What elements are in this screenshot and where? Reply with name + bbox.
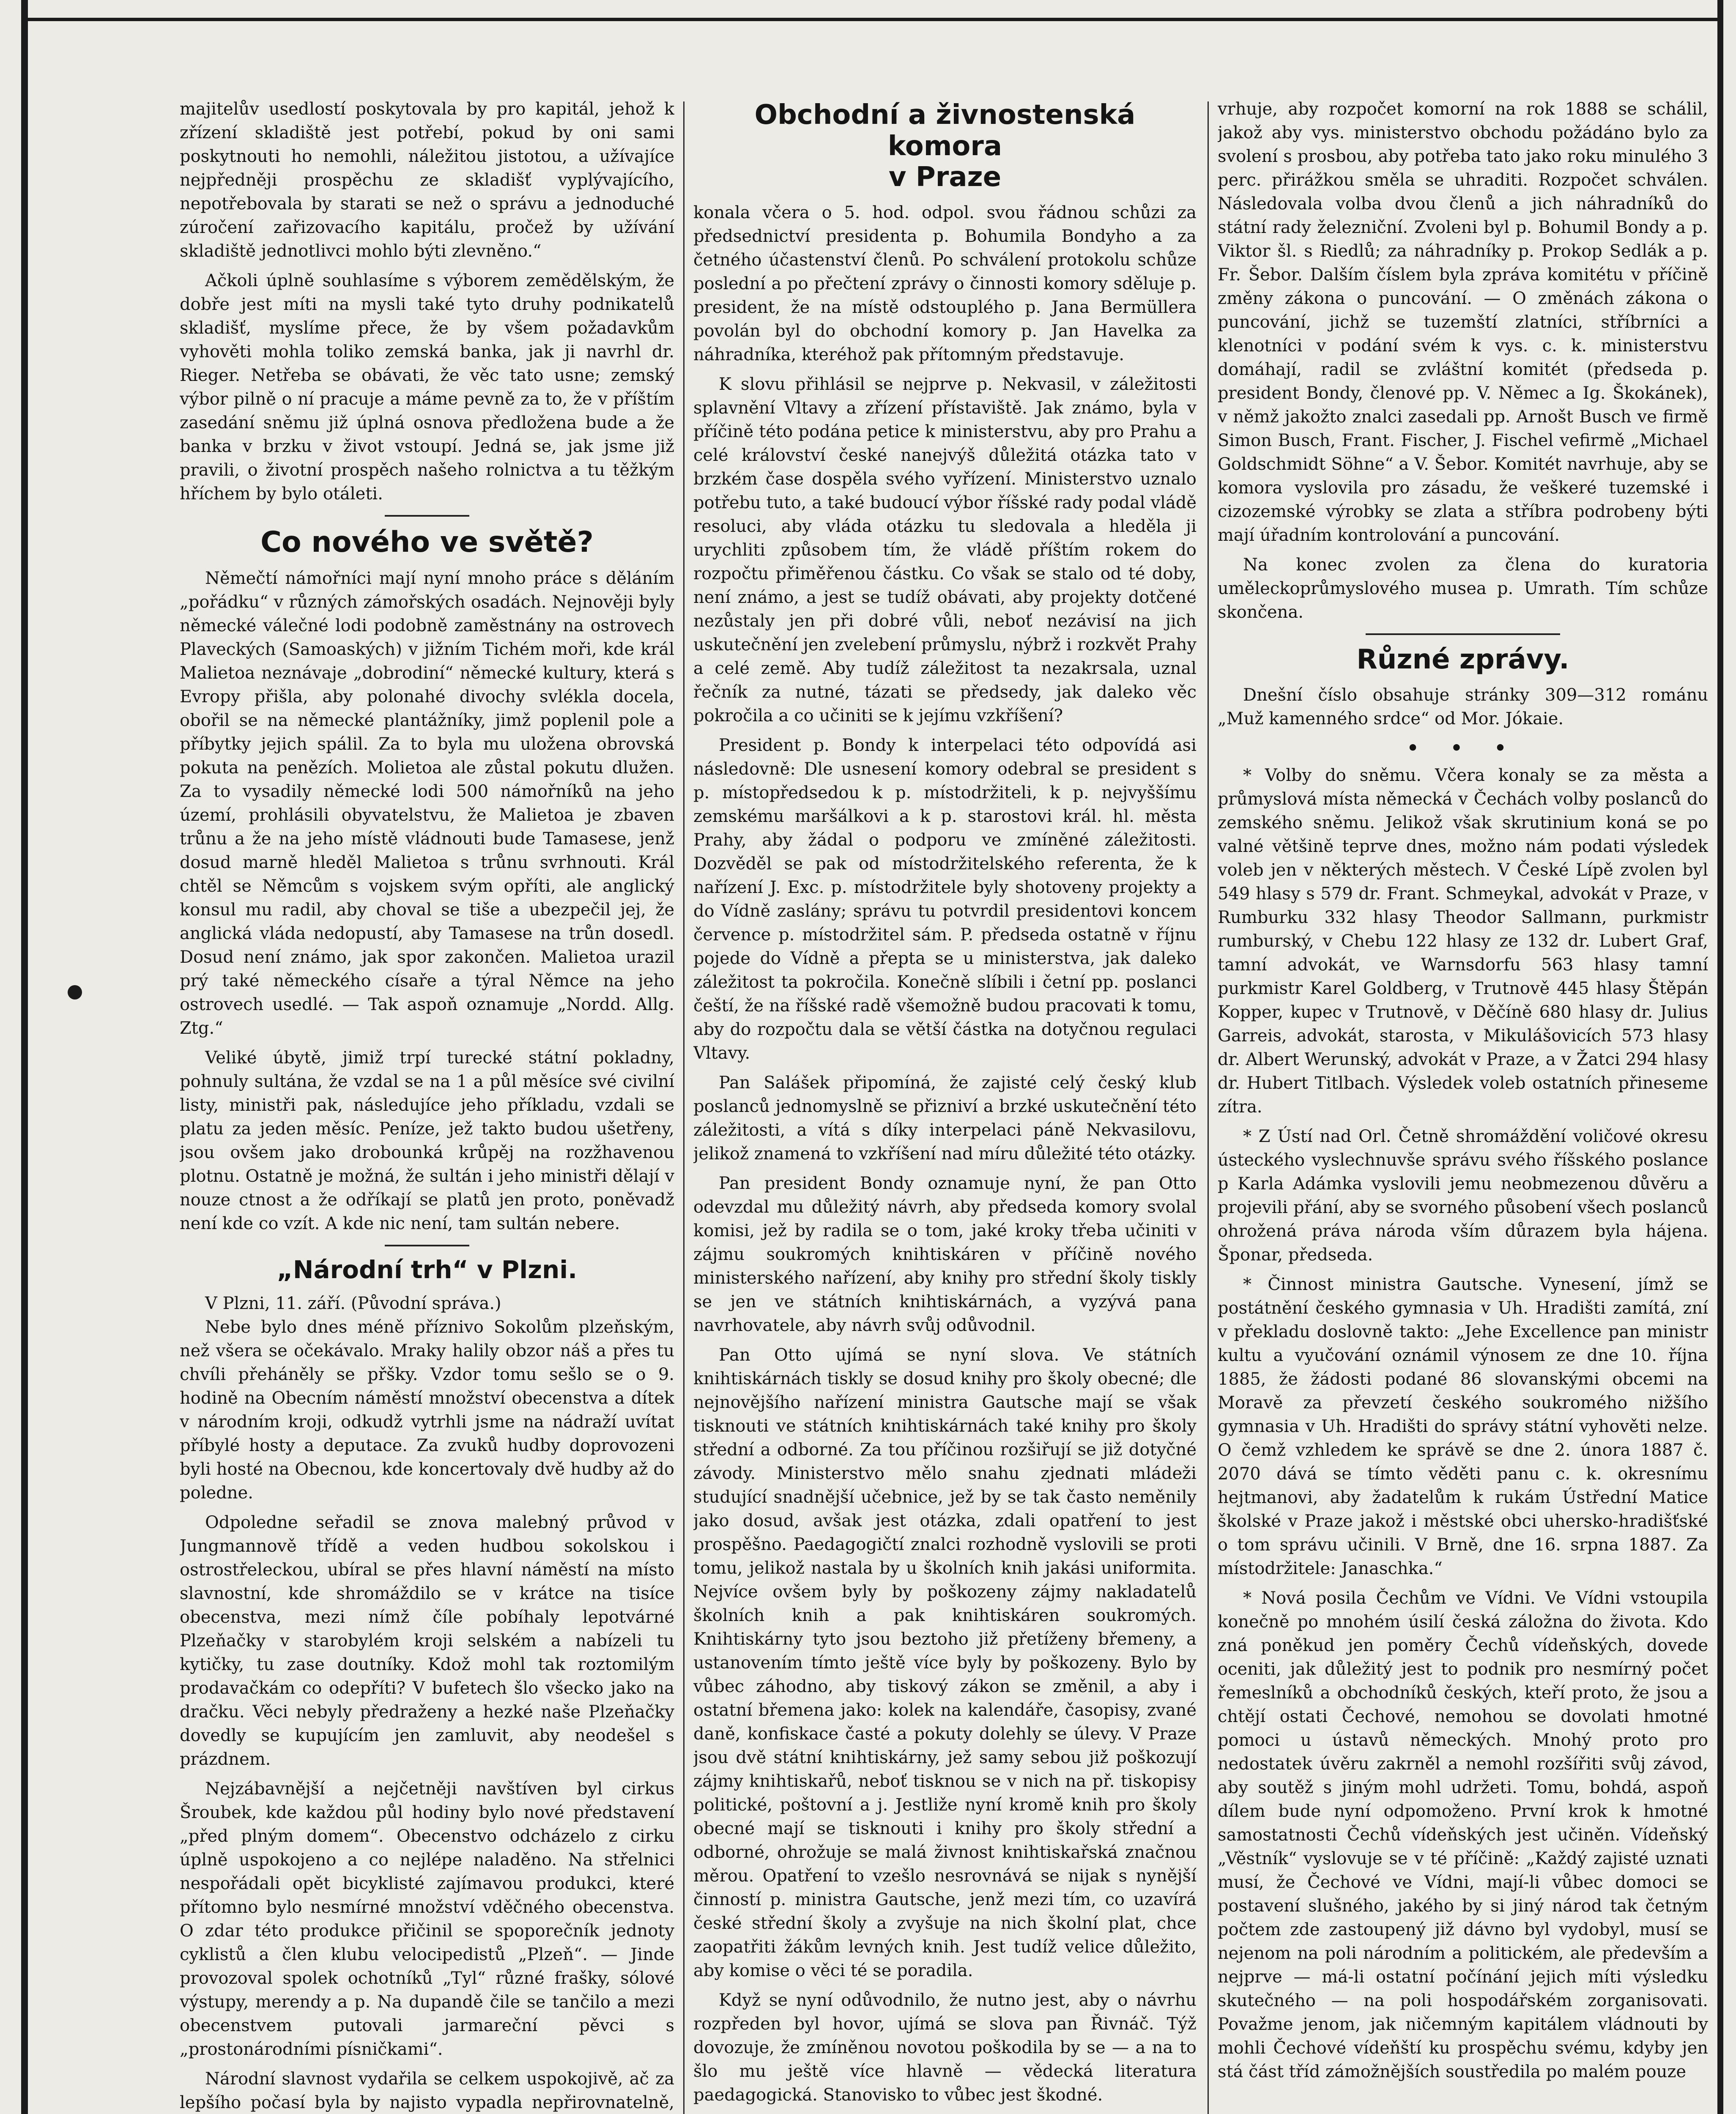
komora-paragraph-4: Pan Salášek připomíná, že zajisté celý český klub poslanců jednomyslně se přizniví a brzké uskutečnění této záležitosti, a vítá s díky interpelaci páně Nekvasilovu, jelikož znamená to vzkříšení nad míru důležité této otázky. <box>693 1073 1197 1164</box>
trh-paragraph-3: Nejzábavnější a nejčetněji navštíven byl cirkus Šroubek, kde každou půl hodiny bylo nové představení „před plným domem“. Obecenstvo odcházelo z cirku úplně uspokojeno a co nejlépe naladěno. Na střelnici nespořádali opět bicyklisté zajímavou produkci, které přítomno bylo nesmírné množství vděčného obecenstva. O zdar této produkce přičinil se spoporečník jednoty cyklistů a člen klubu velocipedistů „Plzeň“. — Jinde provozoval spolek ochotníků „Tyl“ různé frašky, sólové výstupy, merendy a p. Na dupandě čile se tančilo a mezi obecenstvem putovali jarmareční pěvci s „prostonárodními písničkami“. <box>180 1779 674 2059</box>
column-1 <box>180 97 674 2114</box>
zprava-gautsch: * Činnost ministra Gautsche. Vynesení, jímž se postátnění českého gymnasia v Uh. Hradišti zamítá, zní v překladu doslovně takto: „Jehe Excellence pan ministr kultu a vyučování oznámil výnosem ze dne 10. října 1885, že žádosti podané 86 slovanskými obcemi na Moravě za převzetí českého soukromého nižšího gymnasia v Uh. Hradišti do správy státní vyhověti nelze. O čemž vzhledem ke správě se dne 2. února 1887 č. 2070 dává se tímto věděti panu c. k. okresnímu hejtmanovi, aby žadatelům k rukám Ústřední Matice školské v Praze jakož i městské obci uhersko-hradišťské o tom správu učinili. V Brně, dne 16. srpna 1887. Za místodržitele: Janaschka.“ <box>1218 1274 1708 1578</box>
column-2 <box>693 97 1197 2114</box>
page-frame-left <box>21 0 28 2114</box>
zpravy-intro: Dnešní číslo obsahuje stránky 309—312 románu „Muž kamenného srdce“ od Mor. Jókaie. <box>1218 685 1708 728</box>
trh-paragraph-2: Odpoledne seřadil se znova malebný průvod v Jungmannově třídě a veden hudbou sokolskou i ostrostřeleckou, ubíral se přes hlavní náměstí na místo slavnostní, kde shromáždilo se v krátce na tisíce obecenstva, mezi nímž číle pobíhaly lepotvárné Plzeňačky v starobylém kroji selském a nabízeli tu kytičky, tu zase doutníky. Kdož mohl tak roztomilým prodavačkám co odepříti? V bufetech šlo všecko jako na dračku. Věci nebyly předraženy a hezké naše Plzeňačky dovedly se kupujícím jen zamluvit, aby neodešel s prázdnem. <box>180 1512 674 1769</box>
trh-paragraph-1: Nebe bylo dnes méně příznivo Sokolům plzeňským, než všera se očekávalo. Mraky halily obzor náš a přes tu chvíli přeháněly se přšky. Vzdor tomu sešlo se o 9. hodině na Obecním náměstí množství obecenstva a dítek v národním kroji, odkudž vytrhli jsme na nádraží uvítat příbylé hosty a deputace. Za zvuků hudby doprovozeni byli hosté na Obecnou, kde koncertovaly dvě hudby až do poledne. <box>180 1317 674 1503</box>
heading-co-noveho: Co nového ve světě? <box>260 526 594 559</box>
zprava-videň: * Nová posila Čechům ve Vídni. Ve Vídni vstoupila konečně po mnohém úsilí česká záložna do života. Kdo zná poněkud jen poměry Čechů vídeňských, dovede oceniti, jak důležitý jest to podnik pro nesmírný počet řemeslníků a obchodníků českých, kteří proto, že jsou a chtějí ostati Čechové, nemohou se dovolati hmotné pomoci u ústavů německých. Mnohý proto pro nedostatek úvěru zakrněl a nemohl rozšířiti svůj závod, aby soutěž s jiným mohl udržeti. Tomu, bohdá, aspoň dílem bude nyní odpomoženo. První krok k hmotné samostatnosti Čechů vídeňských jest učiněn. Vídeňský „Věstník“ vyslovuje se v té příčině: „Každý zajisté uznati musí, že Čechové ve Vídni, mají-li vůbec domoci se postavení slušného, jakého by si jiný národ tak četným počtem zde zastoupený již dávno byl vydobyl, musí se nejenom na poli národním a politickém, ale především a nejprve — má-li ostatní počínání jejich míti výsledku skutečného — na poli hospodářském zorganisovati. Považme jenom, jak ničemným kapitálem vládnouti by mohli Čechové vídeňští ku prospěchu svému, kdyby jen stá část tříd zámožnějších soustředila po malém pouze <box>1218 1588 1708 2081</box>
page-frame-top <box>21 18 1723 21</box>
heading-narodni-trh: „Národní trh“ v Plzni. <box>277 1255 578 1284</box>
trh-paragraph-4: Národní slavnost vydařila se celkem uspokojivě, ač za lepšího počasí byla by najisto vypadla nepřirovnatelně, <box>180 2069 674 2112</box>
section-rule <box>1366 633 1560 635</box>
article-continued-paragraph-2: Ačkoli úplně souhlasíme s výborem zemědělským, že dobře jest míti na mysli také tyto druhy podnikatelů skladišť, myslíme přece, že by všem požadavkům vyhověti mohla toliko zemská banka, jak ji navrhl dr. Rieger. Netřeba se obávati, že věc tato usne; zemský výbor pilně o ní pracuje a máme pevně za to, že v příštím zasedání sněmu již úplná osnova předložena bude a že banka v brzku v život vstoupí. Jedná se, jak jsme již pravili, o životní prospěch našeho rolnictva a tu těžkým hříchem by bylo otáleti. <box>180 271 674 504</box>
komora-closing-paragraph: Na konec zvolen za člena do kuratoria uměleckoprůmyslového musea p. Umrath. Tím schůze skončena. <box>1218 555 1708 622</box>
komora-continued-paragraph: vrhuje, aby rozpočet komorní na rok 1888 se schálil, jakož aby vys. ministerstvo obchodu požádáno bylo za svolení s prosbou, aby potřeba tato jako roku minulého 3 perc. přirážkou směla se uhraditi. Rozpočet schválen. Následovala volba dvou členů a jich náhradníků do státní rady železniční. Zvoleni byl p. Bohumil Bondy a p. Viktor šl. s Riedlů; za náhradníky p. Prokop Sedlák a p. Fr. Šebor. Dalším číslem byla zpráva komitétu v příčině změny zákona o puncování. — O změnách zákona o puncování, jichž se tuzemští zlatníci, stříbrníci a klenotníci v podání svém k vys. c. k. ministerstvu domáhají, radil se zvláštní komitét (předseda p. president Bondy, členové pp. V. Němec a Ig. Škokánek), v němž jakožto znalci zasedali pp. Arnošt Busch ve firmě Simon Busch, Frant. Fischer, J. Fischel vefirmě „Michael Goldschmidt Söhne“ a V. Šebor. Komitét navrhuje, aby se komora vyslovila pro zásadu, že veškeré tuzemské i cizozemské výrobky se zlata a stříbra podrobeny býti mají úřadním kontrolování a puncování. <box>1218 99 1708 545</box>
dateline: V Plzni, 11. září. (Původní správa.) <box>205 1293 501 1313</box>
komora-paragraph-5: Pan president Bondy oznamuje nyní, že pan Otto odevzdal mu důležitý návrh, aby předseda komory svolal komisi, jež by radila se o tom, jaké kroky třeba učiniti v zájmu soukromých knihtiskáren v příčině nového ministerského nařízení, aby knihy pro střední školy tiskly se jen ve státních knihtiskárnách, a vyzývá pana navrhovatele, aby návrh svůj odůvodnil. <box>693 1173 1197 1335</box>
dot-separator: • • • <box>1407 737 1519 759</box>
komora-paragraph-6: Pan Otto ujímá se nyní slova. Ve státních knihtiskárnách tiskly se dosud knihy pro školy obecné; dle nejnovějšího nařízení ministra Gautsche mají se však tisknouti ve státních knihtiskárnách také knihy pro školy střední a odborné. Za tou příčinou rozšiřují se již dotyčné závody. Ministerstvo mělo snahu zjednati mládeži studující snadnější učebnice, jež by se tak často neměnily jako dosud, avšak jest otázka, zdali opatření to jest prospěšno. Paedagogičtí znalci rozhodně vyslovili se proti tomu, jelikož nastala by u školních knih jakási uniformita. Nejvíce ovšem byly by poškozeny zájmy nakladatelů školních knih a pak knihtiskáren soukromých. Knihtiskárny tyto jsou beztoho již přetíženy břemeny, a ustanovením tímto ještě více byly by poškozeny. Bylo by vůbec záhodno, aby tiskový zákon se změnil, a aby i ostatní břemena jako: kolek na kalendáře, časopisy, zvané daně, konfiskace časté a pokuty dolehly se úlevy. V Praze jsou dvě státní knihtiskárny, jež samy sebou již poškozují zájmy knihtiskařů, neboť tisknou se v nich na př. tiskopisy politické, poštovní a j. Jestliže nyní kromě knih pro školy obecné mají se tisknouti i knihy pro školy střední a odborné, ohrožuje se malá živnost knihtiskařská značnou měrou. Opatření to vzešlo nesrovnává se nijak s nynější činností p. ministra Gautsche, jenž mezi tím, co uzavírá české střední školy a zvyšuje na nich školní plat, chce zaopatřiti žákům levných knih. Jest tudíž velice důležito, aby komise o věci té se poradila. <box>693 1345 1197 1980</box>
heading-obchodni-komora <box>693 100 1197 193</box>
zprava-usti: * Z Ústí nad Orl. Četně shromáždění voličové okresu ústeckého vyslechnuvše správu svého říšského poslance p Karla Adámka vyslovili jemu neobmezenou důvěru a projevili přání, aby se svorného působení všech poslanců ohrožená práva národa vším důrazem byla hájena. Šponar, předseda. <box>1218 1126 1708 1265</box>
column-rule-1 <box>683 101 685 2114</box>
punch-hole <box>68 985 82 999</box>
section-rule <box>385 1245 469 1246</box>
article-continued-paragraph: majitelův usedlostí poskytovala by pro kapitál, jehož k zřízení skladiště jest potřebí, pokud by oni sami poskytnouti ho nemohli, náležitou jistotou, a užívajíce nejpředněji prospěchu ze skladišť vyplývajícího, nepotřebovala by starati se než o správu a jednoduché zúročení zařizovacího kapitálu, pročež by užívání skladiště jednotlivci mohlo býti zlevněno.“ <box>180 99 674 261</box>
komora-paragraph-7: Když se nyní odůvodnilo, že nutno jest, aby o návrhu rozpředen byl hovor, ujímá se slova pan Řivnáč. Týž dovozuje, že zmíněnou novotou poškodila by se — a na to šlo mu ještě více hlavně — vědecká literatura paedagogická. Stanovisko to vůbec jest škodné. <box>693 1990 1197 2105</box>
heading-ruzne-zpravy: Různé zprávy. <box>1356 644 1569 675</box>
zprava-volby: * Volby do sněmu. Včera konaly se za města a průmyslová místa německá v Čechách volby poslanců do zemského sněmu. Jelikož však skrutinium koná se po valné většině teprve dnes, možno nám podati výsledek voleb jen v některých městech. V České Lípě zvolen byl 549 hlasy s 579 dr. Frant. Schmeykal, advokát v Praze, v Rumburku 332 hlasy Theodor Sallmann, purkmistr rumburský, v Chebu 122 hlasy ze 132 dr. Lubert Graf, tamní advokát, ve Warnsdorfu 563 hlasy tamní purkmistr Karel Goldberg, v Trutnově 445 hlasy Štěpán Kopper, kupec v Trutnově, v Děčíně 680 hlasy dr. Julius Garreis, advokát, starosta, v Mikulášovicích 573 hlasy dr. Albert Werunský, advokát v Praze, a v Žatci 294 hlasy dr. Hubert Titlbach. Výsledek voleb ostatních přineseme zítra. <box>1218 765 1708 1117</box>
column-rule-2 <box>1208 101 1209 2114</box>
section-rule <box>385 515 469 517</box>
page-frame-right <box>1717 0 1723 2114</box>
heading-komora-line-2: v Praze <box>888 162 1002 193</box>
komora-paragraph-2: K slovu přihlásil se nejprve p. Nekvasil, v záležitosti splavnění Vltavy a zřízení přístaviště. Jak známo, byla v příčině této podána petice k ministerstvu, aby pro Prahu a celé království české nanejvýš důležitá otázka tato v brzkém čase dospěla svého vyřízení. Ministerstvo uznalo potřebu tuto, a také budoucí výbor říšské rady podal vládě resoluci, aby vláda otázku tu sledovala a hleděla ji urychliti způsobem tím, že vládě příštím rokem do rozpočtu přiměřenou částku. Co však se stalo od té doby, není známo, a jest se tudíž obávati, aby projekty dotčené nezůstaly jen při dobré vůli, neboť nezávisí na jich uskutečnění jen zvelebení průmyslu, nýbrž i rozkvět Prahy a celé země. Aby tudíž záležitost ta nezakrsala, uznal řečník za nutné, tázati se předsedy, jak daleko věc pokročila a co učiniti se k jejímu vzkříšení? <box>693 374 1197 726</box>
heading-komora-line-1: Obchodní a živnostenská komora <box>754 99 1136 162</box>
column-3 <box>1218 97 1708 2114</box>
komora-paragraph-3: President p. Bondy k interpelaci této odpovídá asi následovně: Dle usnesení komory odebral se president s p. místopředsedou k p. místodržiteli, k p. nejvyššímu zemskému maršálkovi a k p. starostovi král. hl. města Prahy, aby žádal o podporu ve zmíněné záležitosti. Dozvěděl se pak od místodržitelského referenta, že k nařízení J. Exc. p. místodržitele byly shotoveny projekty a do Vídně zaslány; správu tu potvrdil presidentovi koncem července p. místodržitel sám. P. předseda ostatně v říjnu pojede do Vídně a přepta se u ministerstva, jak daleko záležitost ta pokročila. Konečně slíbili i četní pp. poslanci čeští, že na říšské radě všemožně budou pracovati k tomu, aby do rozpočtu dala se větší částka na dotyčnou regulaci Vltavy. <box>693 735 1197 1063</box>
news-paragraph-samoa: Němečtí námořníci mají nyní mnoho práce s děláním „pořádku“ v různých zámořských osadách. Nejnověji byly německé válečné lodi podobně zaměstnány na ostrovech Plaveckých (Samoaských) v jižním Tichém moři, kde král Malietoa neznávaje „dobrodiní“ německé kultury, která s Evropy přišla, aby polonahé divochy svlékla docela, obořil se na německé plantážníky, jimž poplenil pole a příbytky jejich spálil. Za to byla mu uložena obrovská pokuta na penězích. Molietoa ale zůstal pokutu dlužen. Za to vysadily německé lodi 500 námořníků na jeho území, prohlásili obyvatelstvu, že Malietoa je zbaven trůnu a že na jeho místě vládnouti bude Tamasese, jenž dosud marně hleděl Malietoa s trůnu svrhnouti. Král chtěl se Němcům s vojskem svým opříti, ale anglický konsul mu radil, aby choval se tiše a ubezpečil jej, že anglická vláda nedopustí, aby Tamasese na trůn dosedl. Dosud není známo, jak spor zakončen. Malietoa urazil prý také německého císaře a týral Němce na jeho ostrovech usedlé. — Tak aspoň oznamuje „Nordd. Allg. Ztg.“ <box>180 569 674 1038</box>
komora-paragraph-1: konala včera o 5. hod. odpol. svou řádnou schůzi za předsednictví presidenta p. Bohumila Bondyho a za četného účastenství členů. Po schválení protokolu schůze poslední a po přečtení zprávy o činnosti komory sděluje p. president, že na místě odstouplého p. Jana Bermüllera povolán byl do obchodní komory p. Jan Havelka za náhradníka, kteréhož pak přítomným představuje. <box>693 203 1197 364</box>
news-paragraph-turkey: Veliké úbytě, jimiž trpí turecké státní pokladny, pohnuly sultána, že vzdal se na 1 a půl měsíce své civilní listy, ministři pak, následujíce jeho příkladu, vzdali se platu za jeden měsíc. Peníze, jež takto budou ušetřeny, jsou ovšem jako drobounká krůpěj na rozžhavenou plotnu. Ostatně je možná, že sultán i jeho ministři dělají v nouze ctnost a že odříkají se platů jen proto, poněvadž není kde co vzít. A kde nic není, tam sultán nebere. <box>180 1048 674 1234</box>
